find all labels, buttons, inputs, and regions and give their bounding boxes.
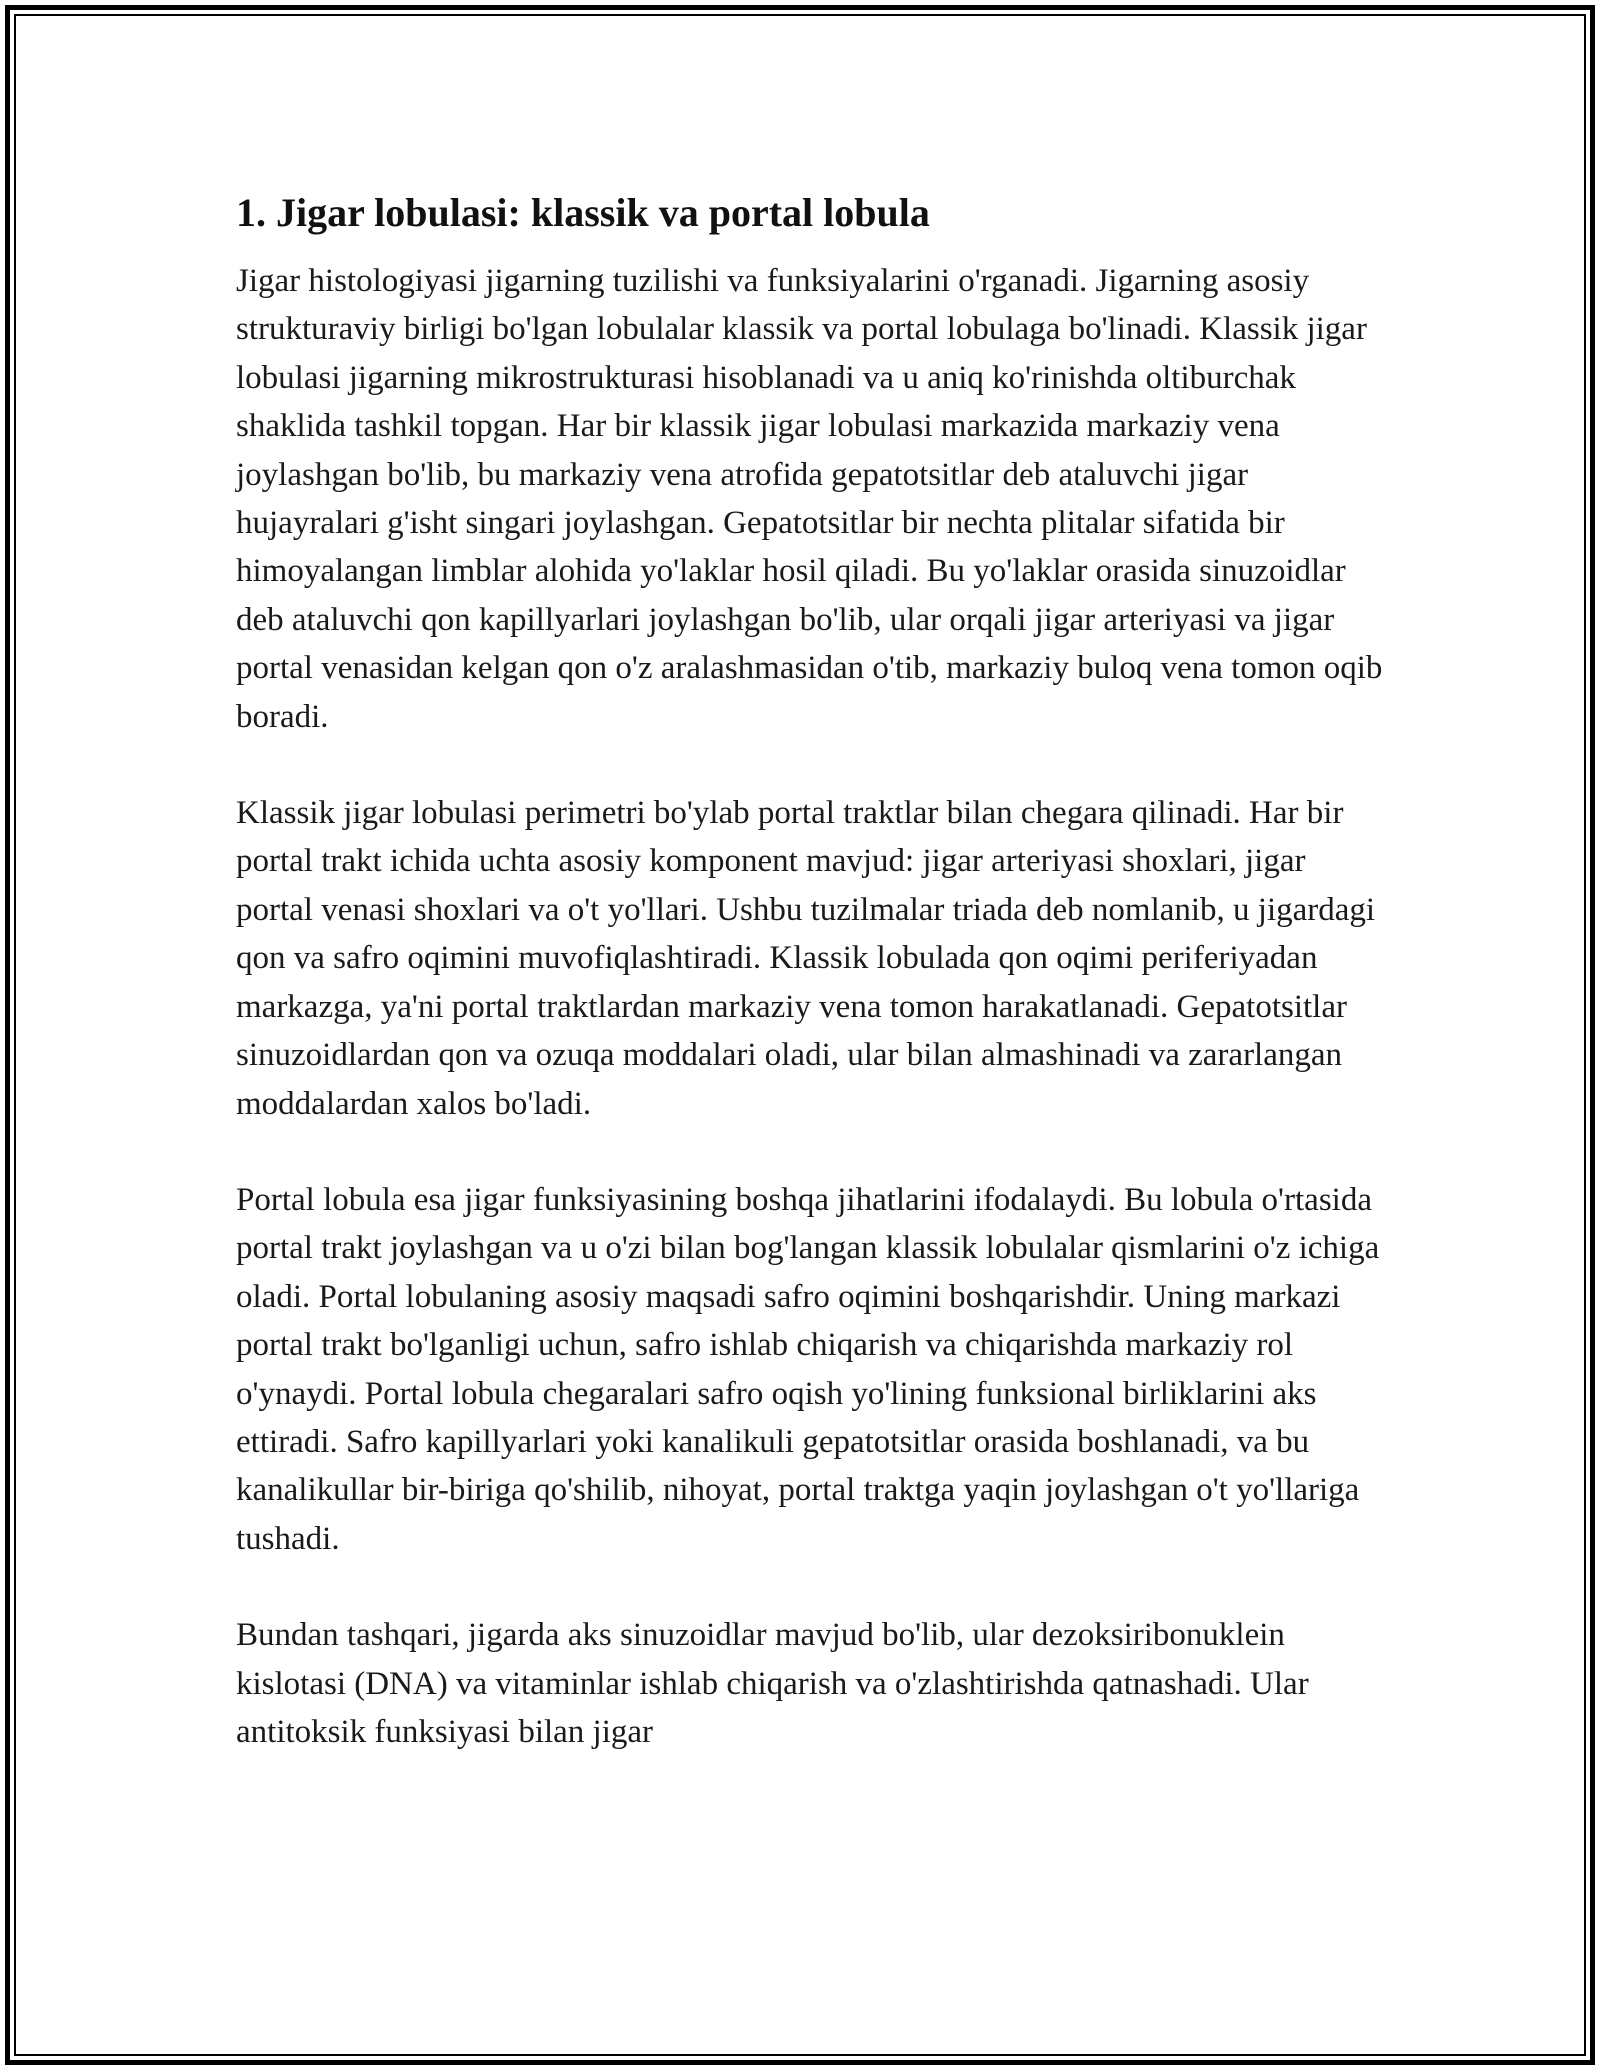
paragraph-3: Portal lobula esa jigar funksiyasining boshqa jihatlarini ifodalaydi. Bu lobula o'rtasida portal trakt joylashgan va u o'zi bilan bog'langan klassik lobulalar qismlarini o'z ichiga oladi. Portal lobulaning asosiy maqsadi safro oqimini boshqarishdir. Uning markazi portal trakt bo'lganligi uchun, safro ishlab chiqarish va chiqarishda markaziy rol o'ynaydi. Portal lobula chegaralari safro oqish yo'lining funksional birliklarini aks ettiradi. Safro kapillyarlari yoki kanalikuli gepatotsitlar orasida boshlanadi, va bu kanalikullar bir-biriga qo'shilib, nihoyat, portal traktga yaqin joylashgan o't yo'llariga tushadi. [236,1181,1380,1557]
section-heading: 1. Jigar lobulasi: klassik va portal lobula [236,190,930,235]
paragraph-1: Jigar histologiyasi jigarning tuzilishi va funksiyalarini o'rganadi. Jigarning asosiy strukturaviy birligi bo'lgan lobulalar klassik va portal lobulaga bo'linadi. Klassik jigar lobulasi jigarning mikrostrukturasi hisoblanadi va u aniq ko'rinishda oltiburchak shaklida tashkil topgan. Har bir klassik jigar lobulasi markazida markaziy vena joylashgan bo'lib, bu markaziy vena atrofida gepatotsitlar deb ataluvchi jigar hujayralari g'isht singari joylashgan. Gepatotsitlar bir nechta plitalar sifatida bir himoyalangan limblar alohida yo'laklar hosil qiladi. Bu yo'laklar orasida sinuzoidlar deb ataluvchi qon kapillyarlari joylashgan bo'lib, ular orqali jigar arteriyasi va jigar portal venasidan kelgan qon o'z aralashmasidan o'tib, markaziy buloq vena tomon oqib boradi. [236,263,1383,735]
document-page [236,185,1386,1756]
paragraph-2: Klassik jigar lobulasi perimetri bo'ylab portal traktlar bilan chegara qilinadi. Har bir portal trakt ichida uchta asosiy komponent mavjud: jigar arteriyasi shoxlari, jigar portal venasi shoxlari va o't yo'llari. Ushbu tuzilmalar triada deb nomlanib, u jigardagi qon va safro oqimini muvofiqlashtiradi. Klassik lobulada qon oqimi periferiyadan markazga, ya'ni portal traktlardan markaziy vena tomon harakatlanadi. Gepatotsitlar sinuzoidlardan qon va ozuqa moddalari oladi, ular bilan almashinadi va zararlangan moddalardan xalos bo'ladi. [236,795,1376,1122]
paragraph-4: Bundan tashqari, jigarda aks sinuzoidlar mavjud bo'lib, ular dezoksiribonuklein kislotasi (DNA) va vitaminlar ishlab chiqarish va o'zlashtirishda qatnashadi. Ular antitoksik funksiyasi bilan jigar [236,1617,1309,1750]
